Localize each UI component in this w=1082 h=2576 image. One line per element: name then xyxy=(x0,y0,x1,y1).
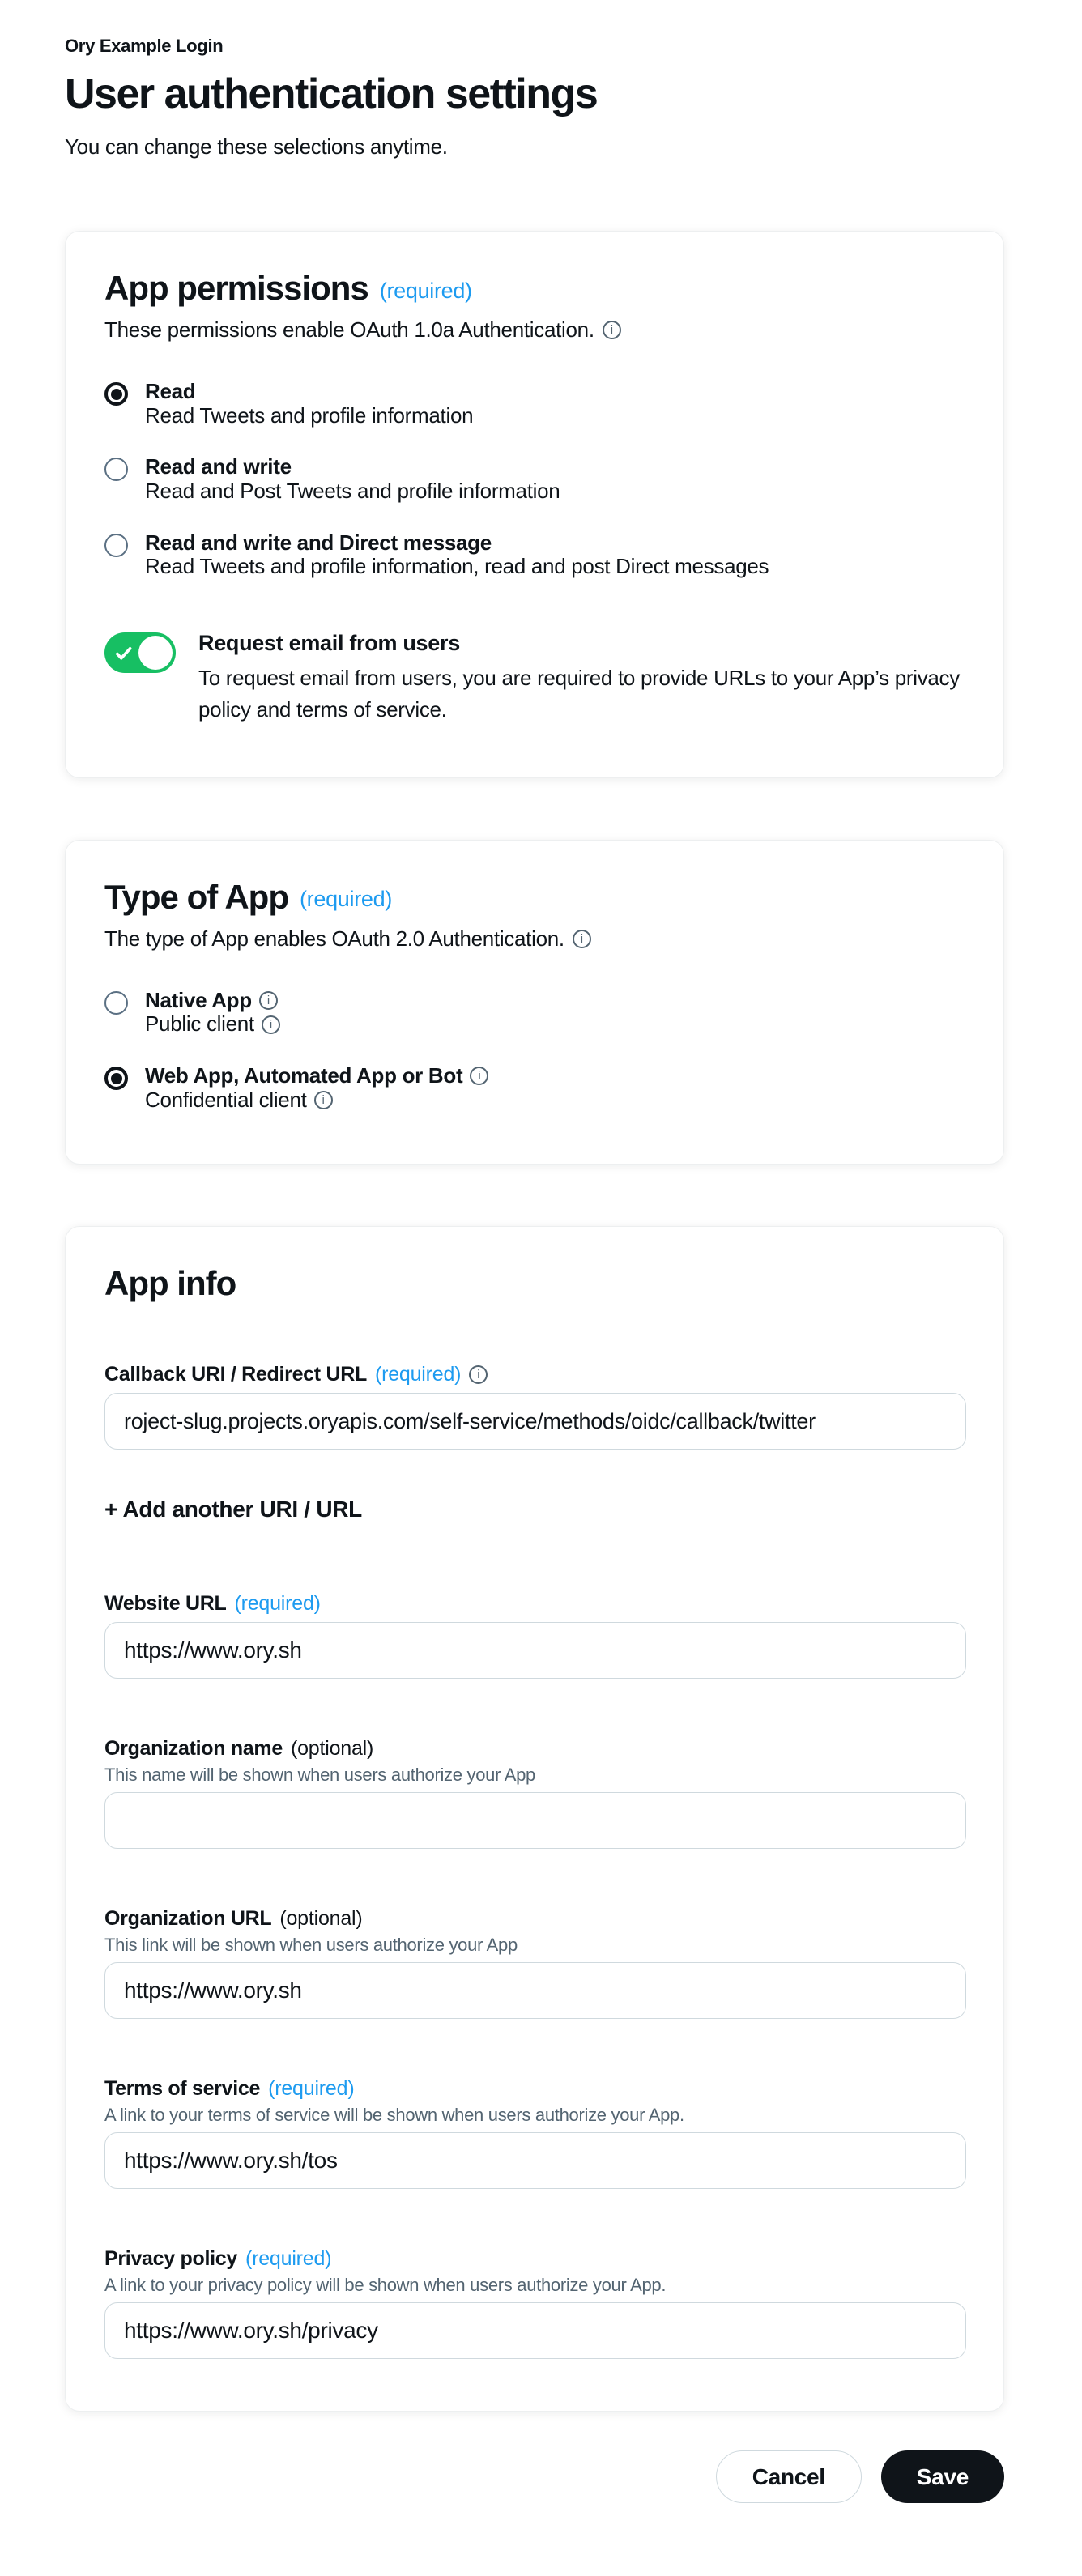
page-title: User authentication settings xyxy=(65,70,598,117)
type-of-app-card xyxy=(65,840,1004,1165)
field-label-text: Website URL xyxy=(104,1592,227,1616)
app-permissions-title xyxy=(104,269,965,308)
request-email-row xyxy=(104,631,965,726)
terms-of-service-input[interactable] xyxy=(104,2132,966,2189)
website-url-label xyxy=(104,1592,965,1616)
callback-field-group xyxy=(104,1363,965,1522)
field-hint: A link to your terms of service will be shown when users authorize your App. xyxy=(104,2105,684,2126)
cancel-button[interactable]: Cancel xyxy=(716,2450,862,2503)
field-label-text: Terms of service xyxy=(104,2077,261,2101)
radio-option-web-app[interactable] xyxy=(104,1064,965,1112)
page-subtitle: You can change these selections anytime. xyxy=(65,134,448,159)
app-info-title: App info xyxy=(104,1264,236,1303)
radio-native-app[interactable] xyxy=(104,991,128,1015)
field-hint: This link will be shown when users authorize your App xyxy=(104,1935,518,1956)
field-label-text: Callback URI / Redirect URL xyxy=(104,1363,367,1386)
privacy-policy-field-group xyxy=(104,2247,965,2359)
app-title: Ory Example Login xyxy=(65,36,224,56)
radio-description: Public client xyxy=(145,1011,254,1037)
radio-read-write-dm[interactable] xyxy=(104,534,128,557)
field-label-text: Organization URL xyxy=(104,1907,272,1931)
terms-of-service-field-group xyxy=(104,2077,965,2189)
field-hint: This name will be shown when users authorize your App xyxy=(104,1765,535,1786)
callback-label xyxy=(104,1363,965,1386)
app-permissions-description xyxy=(104,317,965,343)
privacy-policy-input[interactable] xyxy=(104,2302,966,2359)
radio-label: Native App xyxy=(145,987,252,1012)
organization-name-input[interactable] xyxy=(104,1792,966,1849)
add-uri-link[interactable]: + Add another URI / URL xyxy=(104,1497,362,1522)
info-icon[interactable]: i xyxy=(470,1067,488,1085)
organization-url-field-group xyxy=(104,1907,965,2019)
type-of-app-description xyxy=(104,926,965,952)
required-badge: (required) xyxy=(245,2247,332,2271)
radio-description: Read Tweets and profile information xyxy=(145,402,474,428)
callback-url-input[interactable] xyxy=(104,1393,966,1450)
radio-read[interactable] xyxy=(104,382,128,406)
organization-name-field-group xyxy=(104,1737,965,1849)
website-url-field-group xyxy=(104,1592,965,1679)
radio-option-read[interactable] xyxy=(104,380,965,428)
organization-name-label xyxy=(104,1737,965,1761)
type-of-app-options xyxy=(104,989,965,1113)
app-info-card xyxy=(65,1226,1004,2412)
request-email-description: To request email from users, you are required to provide URLs to your App’s privacy policy and terms of service. xyxy=(198,665,960,722)
card-title-text: Type of App xyxy=(104,877,288,916)
required-badge: (required) xyxy=(299,887,393,912)
app-permissions-card xyxy=(65,231,1004,778)
request-email-toggle[interactable] xyxy=(104,632,176,673)
radio-option-read-write[interactable] xyxy=(104,455,965,503)
info-icon[interactable]: i xyxy=(469,1365,488,1384)
required-badge: (required) xyxy=(268,2077,355,2101)
privacy-policy-label xyxy=(104,2247,965,2271)
page-header xyxy=(65,36,1004,160)
card-description-text: The type of App enables OAuth 2.0 Authentication. xyxy=(104,926,564,951)
request-email-label: Request email from users xyxy=(198,630,460,655)
info-icon[interactable]: i xyxy=(259,991,278,1010)
card-description-text: These permissions enable OAuth 1.0a Authentication. xyxy=(104,317,594,342)
check-icon xyxy=(113,643,134,664)
field-label-text: Privacy policy xyxy=(104,2247,237,2271)
optional-badge: (optional) xyxy=(279,1907,363,1931)
organization-url-input[interactable] xyxy=(104,1962,966,2019)
terms-of-service-label xyxy=(104,2077,965,2101)
required-badge: (required) xyxy=(379,278,472,303)
info-icon[interactable]: i xyxy=(573,930,591,948)
radio-description: Read and Post Tweets and profile information xyxy=(145,478,560,503)
radio-label: Web App, Automated App or Bot xyxy=(145,1063,463,1088)
radio-read-write[interactable] xyxy=(104,458,128,481)
radio-web-app[interactable] xyxy=(104,1067,128,1090)
field-hint: A link to your privacy policy will be shown when users authorize your App. xyxy=(104,2275,667,2296)
radio-label: Read and write and Direct message xyxy=(145,530,492,555)
organization-url-label xyxy=(104,1907,965,1931)
type-of-app-title xyxy=(104,878,965,917)
radio-option-native-app[interactable] xyxy=(104,989,965,1037)
required-badge: (required) xyxy=(234,1592,321,1616)
info-icon[interactable]: i xyxy=(603,321,621,339)
form-actions xyxy=(65,2450,1004,2503)
field-label-text: Organization name xyxy=(104,1737,283,1761)
card-title-text: App permissions xyxy=(104,269,368,307)
info-icon[interactable]: i xyxy=(314,1091,333,1109)
radio-label: Read xyxy=(145,379,196,403)
toggle-knob xyxy=(138,636,173,670)
info-icon[interactable]: i xyxy=(262,1015,280,1034)
save-button[interactable]: Save xyxy=(881,2450,1004,2503)
optional-badge: (optional) xyxy=(290,1737,374,1761)
radio-description: Confidential client xyxy=(145,1087,307,1112)
app-permissions-options xyxy=(104,380,965,579)
required-badge: (required) xyxy=(374,1363,462,1386)
radio-option-read-write-dm[interactable] xyxy=(104,531,965,579)
radio-label: Read and write xyxy=(145,454,292,479)
website-url-input[interactable] xyxy=(104,1622,966,1679)
radio-description: Read Tweets and profile information, read and post Direct messages xyxy=(145,554,769,579)
